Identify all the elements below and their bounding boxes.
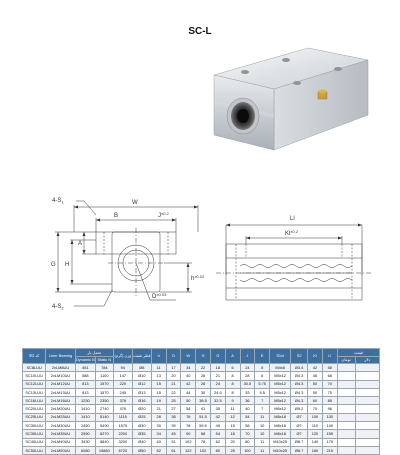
product-photo — [200, 40, 375, 165]
table-cell: 588 — [75, 372, 95, 380]
table-cell: 6270 — [95, 430, 113, 438]
table-cell: 49 — [210, 422, 225, 430]
label-thread: $4-S_2$ — [52, 304, 64, 311]
table-cell: Ø50 — [132, 446, 151, 454]
table-cell: 26 — [196, 372, 211, 380]
table-cell: M8x18 — [270, 413, 291, 421]
header-shaft: قطر شفت — [132, 349, 151, 364]
header-e: E — [255, 349, 270, 364]
spec-table — [22, 348, 380, 455]
table-cell: 45 — [166, 430, 181, 438]
price-cell — [337, 380, 355, 388]
table-cell: 2xLM35UU — [46, 430, 76, 438]
price-cell — [355, 364, 379, 372]
table-cell: 78 — [181, 422, 196, 430]
table-cell: 122 — [181, 446, 196, 454]
table-cell: 2740 — [95, 405, 113, 413]
table-cell: 85 — [322, 397, 337, 405]
table-row — [23, 438, 380, 446]
table-cell: 1230 — [75, 397, 95, 405]
table-cell: 17 — [166, 364, 181, 372]
table-cell: 1570 — [95, 388, 113, 396]
table-cell: 32.5 — [210, 397, 225, 405]
table-cell: 54 — [210, 430, 225, 438]
table-cell: 50 — [181, 397, 196, 405]
label-h-lower: $h^{\pm 0.02}$ — [191, 274, 205, 282]
table-cell: 813 — [75, 380, 95, 388]
header-liner: Liner Bearing — [46, 349, 76, 364]
table-cell: Ø25 — [132, 413, 151, 421]
table-cell: 20 — [225, 438, 240, 446]
table-cell: Ø8.7 — [291, 438, 308, 446]
table-cell: 34 — [151, 430, 166, 438]
table-cell: 76 — [181, 413, 196, 421]
table-cell: 28 — [196, 380, 211, 388]
table-row — [23, 364, 380, 372]
table-row — [23, 380, 380, 388]
price-cell — [337, 413, 355, 421]
table-cell: SC35LUU — [23, 430, 46, 438]
table-cell: 75 — [322, 388, 337, 396]
table-cell: 24.5 — [210, 388, 225, 396]
header-g: G — [210, 349, 225, 364]
table-cell: 22 — [166, 388, 181, 396]
table-cell: 22 — [196, 364, 211, 372]
price-cell — [355, 430, 379, 438]
table-row — [23, 422, 380, 430]
table-cell: 80 — [210, 446, 225, 454]
table-cell: 70 — [308, 405, 323, 413]
label-l: Ll — [290, 216, 295, 222]
subheader-static: Static N — [95, 357, 113, 364]
table-cell: 54 — [240, 413, 255, 421]
table-cell: M10x25 — [270, 446, 291, 454]
price-cell — [355, 446, 379, 454]
table-cell: 6720 — [113, 446, 132, 454]
table-cell: 18 — [225, 430, 240, 438]
header-k: Kl — [308, 349, 323, 364]
price-cell — [337, 438, 355, 446]
table-cell: 2xLM12UU — [46, 380, 76, 388]
table-cell: 78 — [196, 438, 211, 446]
table-cell: 2xLM20UU — [46, 405, 76, 413]
technical-drawing — [0, 180, 400, 348]
table-cell: 2xLM50UU — [46, 446, 76, 454]
table-row — [23, 446, 380, 454]
table-cell: 39 — [166, 422, 181, 430]
table-cell: 51 — [166, 438, 181, 446]
table-cell: 8 — [225, 372, 240, 380]
table-cell: 2xLM16UU — [46, 397, 76, 405]
table-cell: 9 — [225, 397, 240, 405]
table-cell: 130 — [322, 413, 337, 421]
table-cell: 61 — [166, 446, 181, 454]
label-holes: $4-S_1$ — [52, 198, 64, 205]
table-cell: 102 — [181, 438, 196, 446]
table-cell: 2450 — [75, 422, 95, 430]
header-j: J — [240, 349, 255, 364]
table-row — [23, 405, 380, 413]
subheader-toman: تومان — [337, 357, 355, 364]
header-weight: وزن (گرم) — [113, 349, 132, 364]
label-j: $J^{\pm 0.2}$ — [158, 211, 169, 219]
table-cell: Ø7 — [291, 413, 308, 421]
table-cell: 5.75 — [255, 380, 270, 388]
table-cell: 110 — [308, 422, 323, 430]
table-cell: 40 — [181, 372, 196, 380]
label-h-upper: H — [65, 262, 70, 268]
table-cell: 2xLM8UU — [46, 364, 76, 372]
table-row — [23, 388, 380, 396]
price-cell — [337, 430, 355, 438]
spec-table-wrapper — [22, 348, 380, 455]
table-cell: Ø35 — [132, 430, 151, 438]
table-cell: 8 — [225, 380, 240, 388]
table-cell: 25 — [166, 397, 181, 405]
table-cell: 6080 — [75, 446, 95, 454]
table-cell: Ø12 — [132, 380, 151, 388]
table-cell: 100 — [308, 413, 323, 421]
table-cell: 155 — [322, 430, 337, 438]
table-cell: SC25LUU — [23, 413, 46, 421]
table-cell: 102 — [196, 446, 211, 454]
table-cell: 220 — [113, 380, 132, 388]
price-cell — [337, 422, 355, 430]
table-cell: 20 — [166, 372, 181, 380]
table-cell: 8840 — [95, 438, 113, 446]
header-l: Ll — [322, 349, 337, 364]
table-cell: 26 — [151, 413, 166, 421]
table-cell: 51.5 — [196, 413, 211, 421]
table-cell: M8x18 — [270, 422, 291, 430]
label-d: $D^{\pm 0.03}$ — [152, 292, 167, 300]
table-cell: 30 — [151, 422, 166, 430]
price-cell — [355, 438, 379, 446]
table-cell: 50 — [308, 380, 323, 388]
table-cell: 12 — [225, 413, 240, 421]
table-cell: 11 — [255, 446, 270, 454]
table-cell: 24 — [240, 364, 255, 372]
label-w: W — [132, 200, 138, 206]
table-cell: 36 — [240, 397, 255, 405]
table-cell: 52 — [151, 446, 166, 454]
table-cell: 2xLM30UU — [46, 422, 76, 430]
price-cell — [355, 413, 379, 421]
table-cell: SC20LUU — [23, 405, 46, 413]
table-cell: Ø8 — [132, 364, 151, 372]
table-cell: Ø16 — [132, 397, 151, 405]
table-cell: M6x12 — [270, 405, 291, 413]
table-cell: 8 — [225, 388, 240, 396]
table-cell: 60 — [308, 397, 323, 405]
table-cell: 784 — [95, 364, 113, 372]
label-k: $Kl^{\pm 0.2}$ — [285, 229, 299, 237]
table-cell: Ø4.3 — [291, 380, 308, 388]
table-row — [23, 430, 380, 438]
table-cell: 38 — [166, 413, 181, 421]
price-cell — [355, 397, 379, 405]
table-cell: 6 — [255, 372, 270, 380]
table-cell: 245 — [113, 388, 132, 396]
price-cell — [337, 405, 355, 413]
table-cell: 160 — [308, 446, 323, 454]
price-cell — [337, 446, 355, 454]
table-cell: 33 — [240, 388, 255, 396]
table-cell: 2350 — [95, 397, 113, 405]
table-cell: SC30LUU — [23, 422, 46, 430]
table-cell: 40 — [240, 405, 255, 413]
table-cell: 3200 — [113, 438, 132, 446]
table-cell: Ø5.2 — [291, 405, 308, 413]
table-cell: 1410 — [75, 413, 95, 421]
header-load: تحمل بار — [75, 349, 113, 357]
table-cell: 1100 — [95, 372, 113, 380]
table-cell: 10 — [255, 430, 270, 438]
header-s1: S1xl — [270, 349, 291, 364]
table-cell: Ø10 — [132, 372, 151, 380]
table-cell: 40 — [151, 438, 166, 446]
table-cell: 376 — [113, 397, 132, 405]
table-cell: 6 — [225, 364, 240, 372]
table-cell: Ø8.7 — [291, 446, 308, 454]
label-b: B — [114, 213, 119, 219]
table-cell: 5140 — [95, 413, 113, 421]
table-cell: 80 — [240, 438, 255, 446]
table-cell: 140 — [322, 422, 337, 430]
table-cell: 451 — [75, 364, 95, 372]
table-cell: 62 — [210, 438, 225, 446]
table-cell: 21 — [151, 405, 166, 413]
table-cell: 100 — [240, 446, 255, 454]
table-cell: 35 — [210, 405, 225, 413]
table-cell: 44 — [181, 388, 196, 396]
price-cell — [355, 405, 379, 413]
table-cell: 21 — [166, 380, 181, 388]
table-cell: 30 — [196, 388, 211, 396]
table-cell: 15 — [151, 388, 166, 396]
table-cell: SC8LUU — [23, 364, 46, 372]
price-cell — [355, 380, 379, 388]
table-cell: 94 — [113, 364, 132, 372]
price-cell — [337, 397, 355, 405]
table-cell: M5x12 — [270, 372, 291, 380]
table-cell: 30.5 — [240, 380, 255, 388]
table-cell: Ø4.3 — [291, 397, 308, 405]
table-cell: 215 — [322, 446, 337, 454]
table-cell: 90 — [181, 430, 196, 438]
table-cell: 2xLM10UU — [46, 372, 76, 380]
table-cell: 19 — [151, 397, 166, 405]
table-cell: 42 — [181, 380, 196, 388]
table-cell: 25 — [225, 446, 240, 454]
header-h: h — [151, 349, 166, 364]
table-cell: 5.5 — [255, 388, 270, 396]
table-cell: SC40LUU — [23, 438, 46, 446]
table-cell: 15880 — [95, 446, 113, 454]
table-cell: M10x25 — [270, 438, 291, 446]
table-cell: 11 — [225, 405, 240, 413]
price-cell — [337, 372, 355, 380]
table-cell: 34 — [181, 364, 196, 372]
table-cell: Ø13 — [132, 388, 151, 396]
table-cell: 7 — [255, 397, 270, 405]
table-cell: 5 — [255, 364, 270, 372]
table-cell: 96 — [322, 405, 337, 413]
table-cell: Ø7 — [291, 422, 308, 430]
header-price: قیمت — [337, 349, 379, 357]
table-cell: SC10LUU — [23, 372, 46, 380]
price-cell — [337, 388, 355, 396]
table-cell: 58 — [322, 364, 337, 372]
table-cell: 140 — [308, 438, 323, 446]
table-cell: 15 — [225, 422, 240, 430]
table-cell: 813 — [75, 388, 95, 396]
table-cell: 70 — [240, 430, 255, 438]
table-cell: M5x12 — [270, 380, 291, 388]
table-cell: 476 — [113, 405, 132, 413]
table-cell: M5x12 — [270, 388, 291, 396]
price-cell — [355, 422, 379, 430]
subheader-dynamic: Dynamic N — [75, 357, 95, 362]
table-cell: 38.5 — [196, 397, 211, 405]
table-cell: 15 — [151, 380, 166, 388]
header-a: A — [225, 349, 240, 364]
table-cell: 41 — [196, 405, 211, 413]
header-d: D — [166, 349, 181, 364]
table-cell: 13 — [151, 372, 166, 380]
table-cell: M5x12 — [270, 397, 291, 405]
page-title: SC-L — [188, 26, 212, 37]
table-cell: 59.5 — [196, 422, 211, 430]
table-cell: 42 — [308, 364, 323, 372]
table-cell: Ø4.3 — [291, 388, 308, 396]
subheader-dollar: دلار — [355, 357, 379, 364]
table-cell: 11 — [255, 413, 270, 421]
table-cell: SC16LUU — [23, 397, 46, 405]
table-cell: M8x18 — [270, 430, 291, 438]
table-cell: SC50LUU — [23, 446, 46, 454]
table-cell: 54 — [181, 405, 196, 413]
table-cell: Ø30 — [132, 422, 151, 430]
header-code: کد کالا — [23, 349, 46, 364]
table-row — [23, 413, 380, 421]
table-cell: SC12LUU — [23, 380, 46, 388]
table-cell: 11 — [151, 364, 166, 372]
spec-table-body — [23, 364, 380, 455]
table-cell: 3430 — [75, 438, 95, 446]
table-cell: Ø4.3 — [291, 372, 308, 380]
table-cell: 10 — [255, 422, 270, 430]
table-cell: 1570 — [95, 380, 113, 388]
label-g: G — [51, 262, 56, 268]
header-w: W — [181, 349, 196, 364]
table-cell: 68 — [196, 430, 211, 438]
table-cell: M4x8 — [270, 364, 291, 372]
table-cell: 147 — [113, 372, 132, 380]
table-cell: 21 — [210, 372, 225, 380]
table-cell: 11 — [255, 438, 270, 446]
price-cell — [337, 364, 355, 372]
table-cell: Ø3.4 — [291, 364, 308, 372]
price-cell — [355, 388, 379, 396]
label-a: A — [78, 241, 83, 247]
table-cell: 2950 — [75, 430, 95, 438]
table-cell: SC13LUU — [23, 388, 46, 396]
table-cell: 2xLM13UU — [46, 388, 76, 396]
table-cell: 24 — [210, 380, 225, 388]
table-cell: 58 — [240, 422, 255, 430]
header-s2: S2 — [291, 349, 308, 364]
table-cell: 46 — [308, 372, 323, 380]
table-cell: 120 — [308, 430, 323, 438]
table-cell: 70 — [322, 380, 337, 388]
table-cell: 1115 — [113, 413, 132, 421]
table-cell: 1575 — [113, 422, 132, 430]
table-cell: 50 — [308, 388, 323, 396]
table-cell: 2xLM40UU — [46, 438, 76, 446]
table-cell: 1410 — [75, 405, 95, 413]
table-cell: 27 — [166, 405, 181, 413]
table-cell: Ø40 — [132, 438, 151, 446]
table-cell: 42 — [210, 413, 225, 421]
table-cell: 7 — [255, 405, 270, 413]
header-hh: H — [196, 349, 211, 364]
table-cell: 2200 — [113, 430, 132, 438]
table-cell: 28 — [240, 372, 255, 380]
table-row — [23, 372, 380, 380]
table-cell: 2xLM25UU — [46, 413, 76, 421]
table-cell: 175 — [322, 438, 337, 446]
table-cell: 18 — [210, 364, 225, 372]
table-cell: 68 — [322, 372, 337, 380]
table-cell: Ø7 — [291, 430, 308, 438]
price-cell — [355, 372, 379, 380]
table-cell: Ø20 — [132, 405, 151, 413]
table-cell: 5490 — [95, 422, 113, 430]
table-row — [23, 397, 380, 405]
